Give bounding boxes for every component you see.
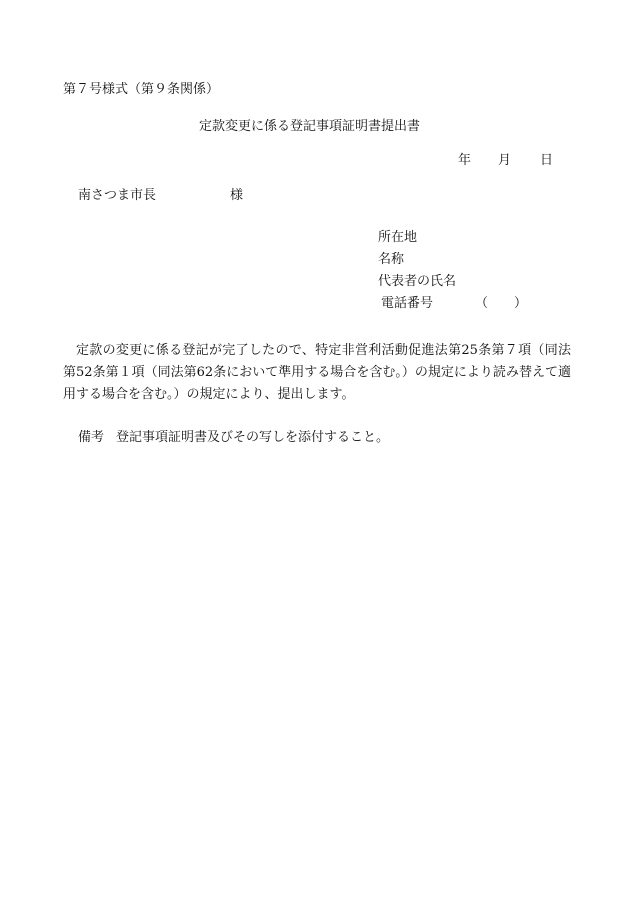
date-year-label: 年: [458, 153, 472, 168]
honorific: 様: [230, 188, 244, 203]
form-number: 第７号様式（第９条関係）: [63, 82, 220, 97]
phone-parentheses: （ ）: [475, 296, 528, 311]
body-paragraph: 定款の変更に係る登記が完了したので、特定非営利活動促進法第25条第７項（同法第52条第１項（同法第62条において準用する場合を含む。）の規定により読み替えて適用する場合を含む。）の規定により、提出します。: [63, 343, 571, 402]
remarks-text: 登記事項証明書及びその写しを添付すること。: [116, 430, 390, 445]
date-month-label: 月: [498, 153, 512, 168]
date-day-label: 日: [540, 153, 554, 168]
phone-label: 電話番号: [381, 296, 434, 311]
remarks: [78, 431, 389, 444]
document-title: 定款変更に係る登記事項証明書提出書: [199, 119, 421, 134]
remarks-label: 備考: [78, 430, 105, 445]
addressee: 南さつま市長: [78, 188, 157, 203]
name-label: 名称: [378, 252, 405, 267]
representative-label: 代表者の氏名: [378, 274, 457, 289]
address-label: 所在地: [378, 230, 418, 245]
